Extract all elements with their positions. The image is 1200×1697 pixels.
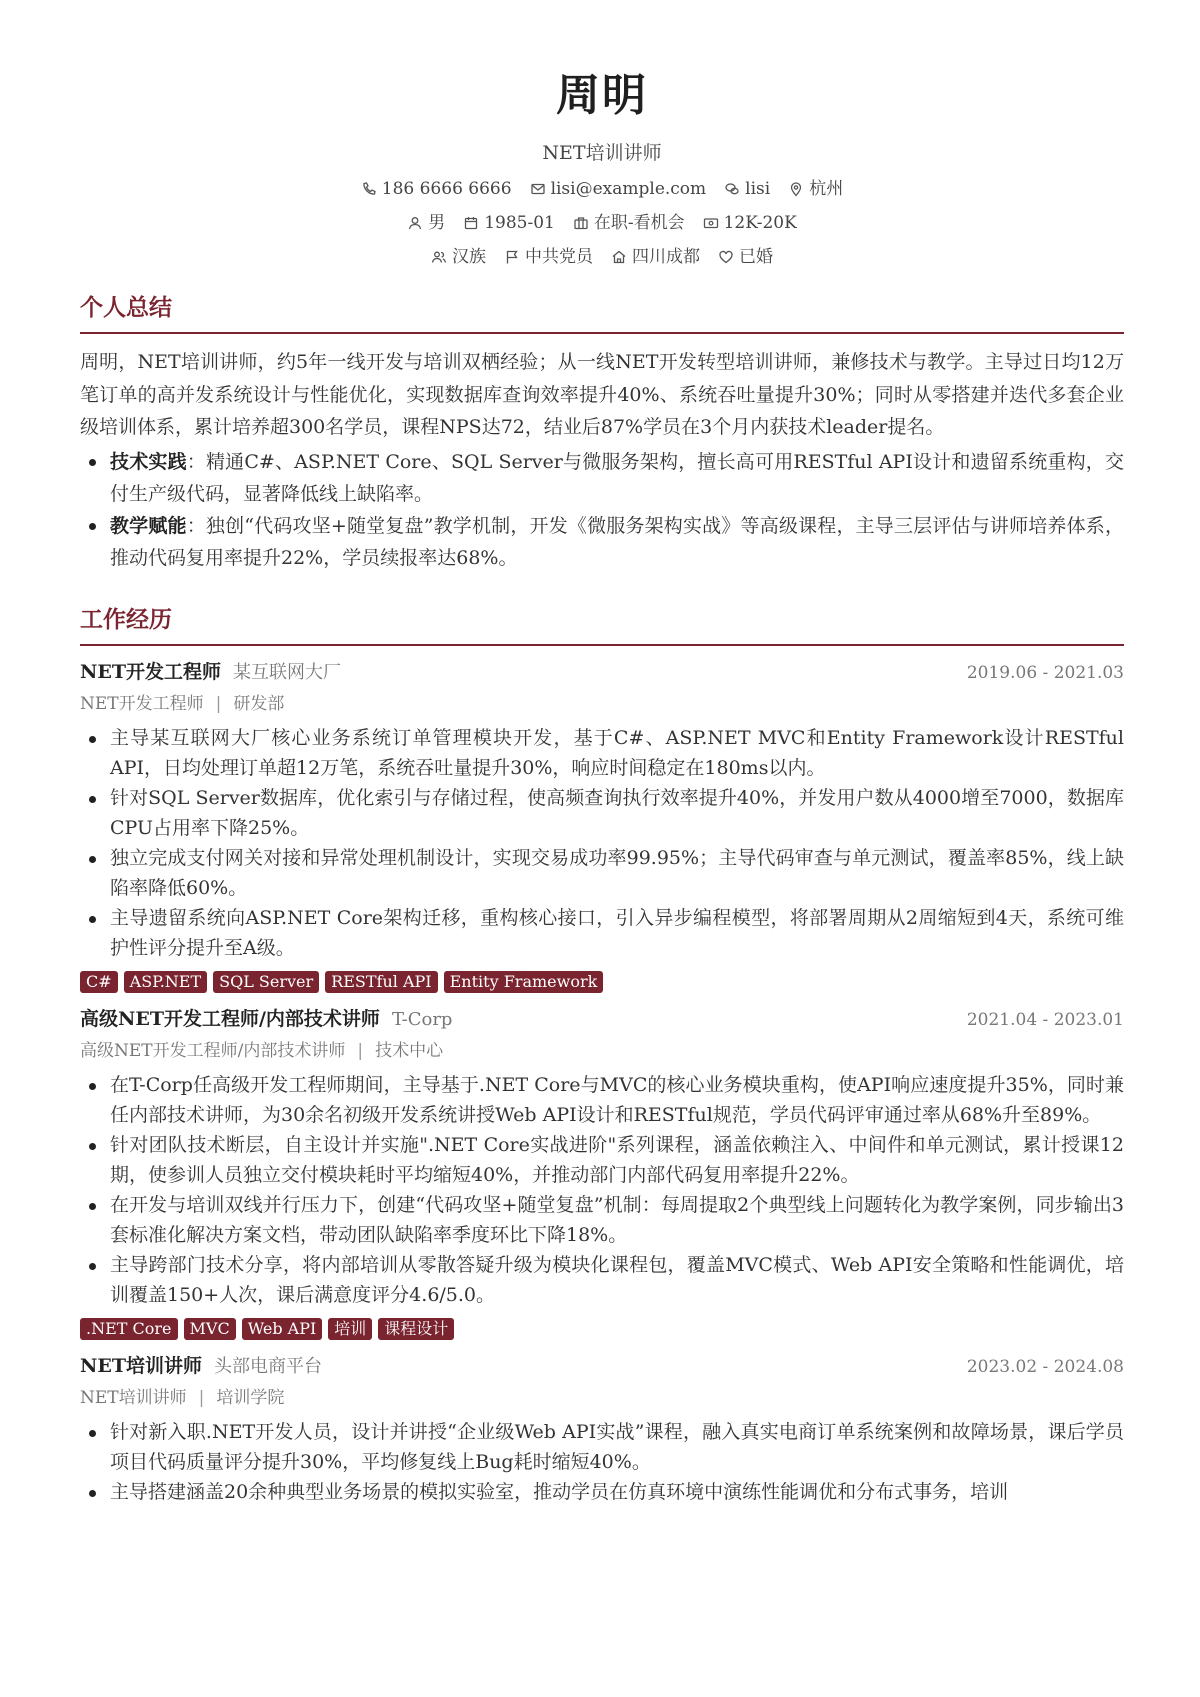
list-item: 主导遗留系统向ASP.NET Core架构迁移，重构核心接口，引入异步编程模型，将部署周期从2周缩短到4天，系统可维护性评分提升至A级。 [80,903,1124,963]
birth-text: 1985-01 [484,213,555,233]
list-item: 主导搭建涵盖20余种典型业务场景的模拟实验室，推动学员在仿真环境中演练性能调优和分布式事务，培训 [80,1477,1124,1507]
salary-item [703,210,797,236]
job-title: NET培训讲师 [80,1354,202,1377]
skill-tag: ASP.NET [124,971,207,993]
candidate-name: 周明 [556,70,648,121]
list-item [80,446,1124,510]
job-bullets [80,1417,1124,1507]
job-subtitle [80,1383,1124,1413]
status-text: 在职-看机会 [593,213,685,233]
job-entry [80,1350,1124,1507]
job-subtitle [80,1036,1124,1066]
birth-item [463,210,555,236]
email-item [530,176,707,202]
bullet-label: 教学赋能 [110,514,187,537]
job-role: NET培训讲师 [80,1387,187,1408]
hometown-text: 四川成都 [632,247,700,267]
party-text: 中共党员 [525,247,593,267]
job-entry [80,1003,1124,1340]
location-icon [788,181,804,197]
list-item: 在开发与培训双线并行压力下，创建“代码攻坚+随堂复盘”机制：每周提取2个典型线上问题转化为教学案例，同步输出3套标准化解决方案文档，带动团队缺陷率季度环比下降18%。 [80,1190,1124,1250]
background-row [80,244,1124,270]
job-header [80,1350,1124,1383]
group-icon [431,249,447,265]
home-icon [611,249,627,265]
user-icon [407,215,423,231]
skill-tag: .NET Core [80,1318,178,1340]
job-dept: 培训学院 [216,1387,285,1408]
heart-icon [718,249,734,265]
job-date: 2023.02 - 2024.08 [966,1356,1124,1377]
list-item [80,510,1124,574]
list-item: 在T-Corp任高级开发工程师期间，主导基于.NET Core与MVC的核心业务模块重构，使API响应速度提升35%，同时兼任内部技术讲师，为30余名初级开发系统讲授Web API设计和RESTful规范，学员代码评审通过率从68%升至89%。 [80,1070,1124,1130]
job-role: 高级NET开发工程师/内部技术讲师 [80,1040,346,1061]
skill-tag: RESTful API [325,971,437,993]
skill-tag: C# [80,971,118,993]
flag-icon [504,249,520,265]
work-section [80,604,1124,1507]
summary-bullets [80,446,1124,574]
job-role: NET开发工程师 [80,693,204,714]
briefcase-icon [573,215,589,231]
list-item: 主导某互联网大厂核心业务系统订单管理模块开发，基于C#、ASP.NET MVC和Entity Framework设计RESTful API，日均处理订单超12万笔，系统吞吐量提升30%，响应时间稳定在180ms以内。 [80,723,1124,783]
gender-text: 男 [428,213,446,233]
job-company: 某互联网大厂 [233,661,341,683]
job-header [80,1003,1124,1036]
summary-paragraph: 周明，NET培训讲师，约5年一线开发与培训双栖经验；从一线NET开发转型培训讲师，兼修技术与教学。主导过日均12万笔订单的高并发系统设计与性能优化，实现数据库查询效率提升40%、系统吞吐量提升30%；同时从零搭建并迭代多套企业级培训体系，累计培养超300名学员，课程NPS达72，结业后87%学员在3个月内获技术leader提名。 [80,351,1124,438]
gender-item [407,210,445,236]
job-dept: 研发部 [233,693,285,714]
resume-page [80,0,1124,1507]
skill-tags [80,1318,1124,1340]
skill-tag: Entity Framework [444,971,604,993]
job-title: 高级NET开发工程师/内部技术讲师 [80,1007,380,1030]
bullet-text: ：精通C#、ASP.NET Core、SQL Server与微服务架构，擅长高可用RESTful API设计和遗留系统重构，交付生产级代码，显著降低线上缺陷率。 [110,450,1124,505]
skill-tag: 课程设计 [378,1318,454,1340]
list-item: 针对新入职.NET开发人员，设计并讲授“企业级Web API实战”课程，融入真实电商订单系统案例和故障场景，课后学员项目代码质量评分提升30%，平均修复线上Bug耗时缩短40%。 [80,1417,1124,1477]
job-company: 头部电商平台 [214,1355,322,1377]
personal-row [80,210,1124,236]
skill-tags [80,971,1124,993]
location-text: 杭州 [809,179,844,199]
marital-text: 已婚 [739,247,773,267]
marital-item [718,244,773,270]
calendar-icon [463,215,479,231]
job-subtitle [80,689,1124,719]
hometown-item [611,244,700,270]
candidate-title: NET培训讲师 [542,142,662,164]
wechat-text: lisi [745,179,771,199]
skill-tag: SQL Server [213,971,319,993]
mail-icon [530,181,546,197]
job-company: T-Corp [391,1008,453,1030]
bullet-label: 技术实践 [110,450,187,473]
ethnicity-text: 汉族 [452,247,486,267]
job-entry [80,656,1124,993]
email-text: lisi@example.com [550,179,707,199]
phone-item [361,176,512,202]
separator: | [357,1040,364,1061]
job-bullets [80,723,1124,963]
list-item: 主导跨部门技术分享，将内部培训从零散答疑升级为模块化课程包，覆盖MVC模式、Web API安全策略和性能调优，培训覆盖150+人次，课后满意度评分4.6/5.0。 [80,1250,1124,1310]
list-item: 针对团队技术断层，自主设计并实施".NET Core实战进阶"系列课程，涵盖依赖注入、中间件和单元测试，累计授课12期，使参训人员独立交付模块耗时平均缩短40%，并推动部门内部代码复用率提升22%。 [80,1130,1124,1190]
job-header [80,656,1124,689]
skill-tag: 培训 [328,1318,372,1340]
work-heading: 工作经历 [80,604,1124,646]
bullet-text: ：独创“代码攻坚+随堂复盘”教学机制，开发《微服务架构实战》等高级课程，主导三层评估与讲师培养体系，推动代码复用率提升22%，学员续报率达68%。 [110,514,1124,569]
ethnicity-item [431,244,486,270]
job-date: 2019.06 - 2021.03 [966,662,1124,683]
salary-text: 12K-20K [723,213,797,233]
phone-icon [361,181,377,197]
summary-heading: 个人总结 [80,292,1124,334]
money-icon [703,215,719,231]
skill-tag: MVC [184,1318,236,1340]
phone-text: 186 6666 6666 [381,179,512,199]
separator: | [215,693,222,714]
contact-row [80,176,1124,202]
separator: | [198,1387,205,1408]
skill-tag: Web API [242,1318,323,1340]
status-item [573,210,685,236]
list-item: 针对SQL Server数据库，优化索引与存储过程，使高频查询执行效率提升40%，并发用户数从4000增至7000，数据库CPU占用率下降25%。 [80,783,1124,843]
list-item: 独立完成支付网关对接和异常处理机制设计，实现交易成功率99.95%；主导代码审查与单元测试，覆盖率85%，线上缺陷率降低60%。 [80,843,1124,903]
wechat-item [724,176,770,202]
job-date: 2021.04 - 2023.01 [966,1009,1124,1030]
party-item [504,244,593,270]
wechat-icon [724,181,740,197]
job-dept: 技术中心 [375,1040,444,1061]
location-item [788,176,843,202]
job-title: NET开发工程师 [80,660,221,683]
job-bullets [80,1070,1124,1310]
summary-section [80,292,1124,574]
